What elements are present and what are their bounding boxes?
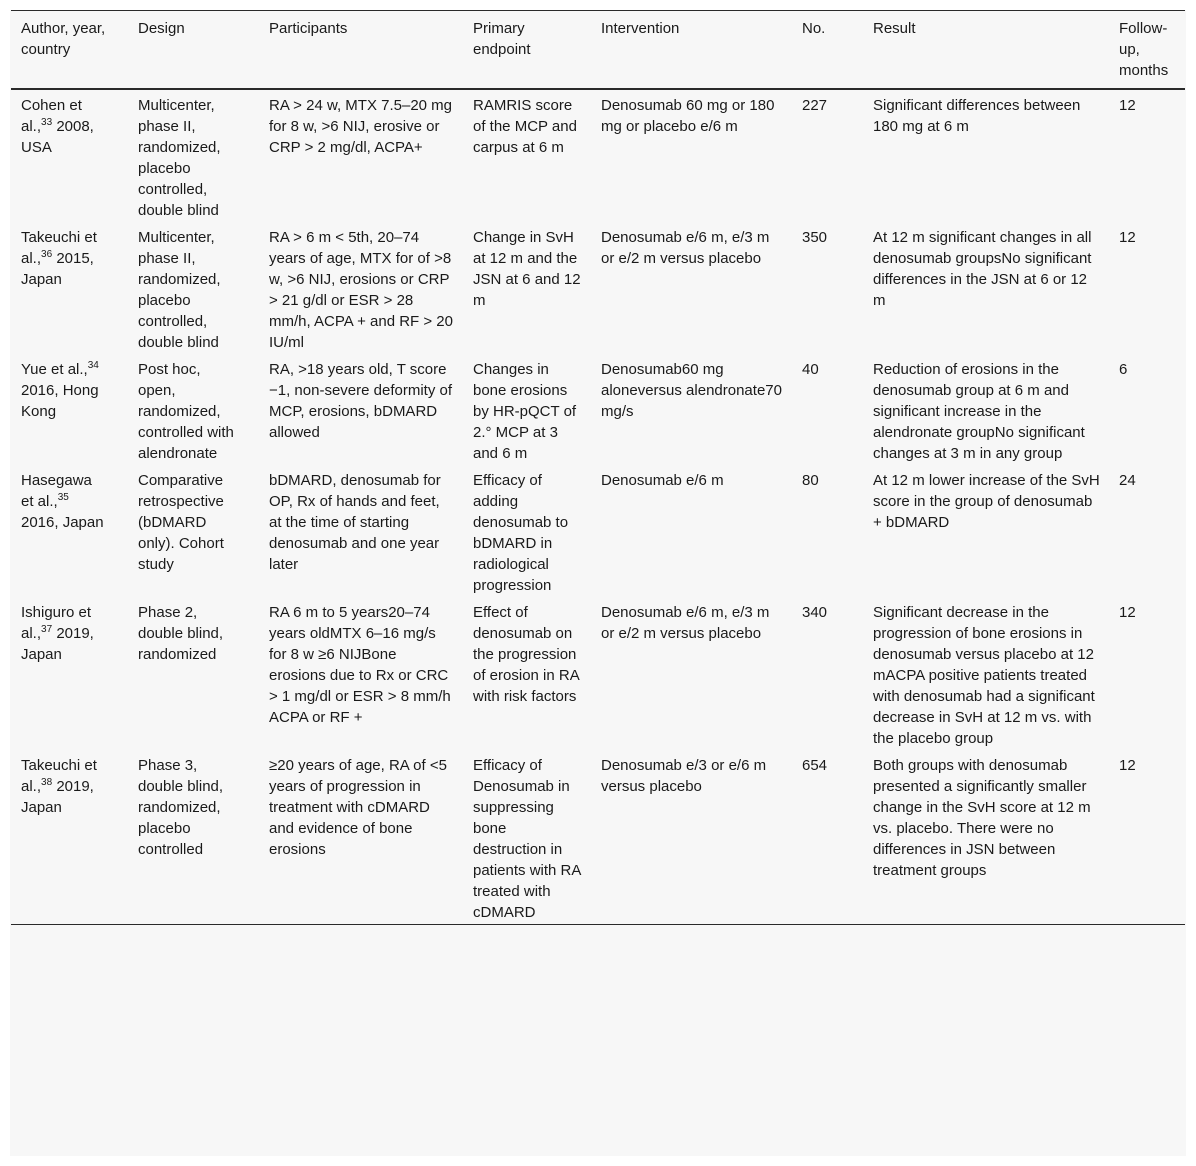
cell-author: [11, 597, 128, 750]
table-row: [11, 222, 1185, 354]
cell-result: Significant decrease in the progression of bone erosions in denosumab versus placebo at 12 mACPA positive patients treated with denosumab had a significant decrease in SvH at 12 m vs. with the placebo group: [873, 604, 1095, 747]
author-name: Takeuchi et al.,: [21, 757, 97, 795]
reference-number: 36: [41, 249, 53, 260]
header-primary-endpoint: Primary endpoint: [473, 20, 531, 58]
cell-intervention: Denosumab60 mg aloneversus alendronate70 mg/s: [601, 361, 782, 420]
table-header-row: [11, 11, 1185, 90]
cell-followup: 12: [1119, 97, 1136, 114]
cell-no: 80: [802, 472, 819, 489]
cell-participants: ≥20 years of age, RA of <5 years of progression in treatment with cDMARD and evidence of bone erosions: [269, 757, 447, 858]
cell-endpoint: Efficacy of Denosumab in suppressing bone destruction in patients with RA treated with cDMARD: [473, 757, 581, 921]
author-year-country: 2016, Japan: [21, 514, 104, 531]
author-year-country: 2019, Japan: [21, 625, 94, 663]
author-name: Cohen et al.,: [21, 97, 82, 135]
reference-number: 37: [41, 624, 53, 635]
cell-design: Phase 3, double blind, randomized, placebo controlled: [138, 757, 224, 858]
cell-design: Phase 2, double blind, randomized: [138, 604, 224, 663]
table-row: [11, 597, 1185, 750]
cell-no: 654: [802, 757, 828, 774]
author-name: Takeuchi et al.,: [21, 229, 97, 267]
cell-intervention: Denosumab e/6 m: [601, 472, 724, 489]
cell-participants: bDMARD, denosumab for OP, Rx of hands and feet, at the time of starting denosumab and one year later: [269, 472, 441, 573]
reference-number: 33: [41, 117, 53, 128]
cell-endpoint: Change in SvH at 12 m and the JSN at 6 and 12 m: [473, 229, 581, 309]
cell-author: [11, 465, 128, 597]
author-year-country: 2008, USA: [21, 118, 94, 156]
cell-result: Significant differences between 180 mg at 6 m: [873, 97, 1081, 135]
cell-endpoint: Changes in bone erosions by HR-pQCT of 2.° MCP at 3 and 6 m: [473, 361, 577, 462]
table-row: [11, 89, 1185, 222]
cell-author: [11, 354, 128, 465]
cell-followup: 12: [1119, 604, 1136, 621]
studies-table: [11, 10, 1185, 925]
cell-followup: 24: [1119, 472, 1136, 489]
reference-number: 35: [57, 492, 69, 503]
header-followup: Follow-up, months: [1119, 20, 1169, 79]
table-row: [11, 354, 1185, 465]
cell-design: Comparative retrospective (bDMARD only). Cohort study: [138, 472, 224, 573]
table-container: [10, 10, 1186, 1156]
author-name: Ishiguro et al.,: [21, 604, 92, 642]
author-year-country: 2015, Japan: [21, 250, 94, 288]
cell-endpoint: Effect of denosumab on the progression of erosion in RA with risk factors: [473, 604, 579, 705]
cell-result: At 12 m significant changes in all denosumab groupsNo significant differences in the JSN at 6 or 12 m: [873, 229, 1092, 309]
cell-endpoint: Efficacy of adding denosumab to bDMARD in radiological progression: [473, 472, 569, 594]
cell-followup: 12: [1119, 229, 1136, 246]
cell-no: 340: [802, 604, 828, 621]
cell-endpoint: RAMRIS score of the MCP and carpus at 6 m: [473, 97, 577, 156]
cell-intervention: Denosumab 60 mg or 180 mg or placebo e/6 m: [601, 97, 775, 135]
cell-author: [11, 750, 128, 925]
cell-participants: RA, >18 years old, T score −1, non-severe deformity of MCP, erosions, bDMARD allowed: [269, 361, 453, 441]
cell-result: At 12 m lower increase of the SvH score in the group of denosumab + bDMARD: [873, 472, 1100, 531]
cell-intervention: Denosumab e/6 m, e/3 m or e/2 m versus placebo: [601, 229, 770, 267]
header-result: Result: [873, 20, 916, 37]
cell-participants: RA > 24 w, MTX 7.5–20 mg for 8 w, >6 NIJ, erosive or CRP > 2 mg/dl, ACPA+: [269, 97, 453, 156]
cell-participants: RA > 6 m < 5th, 20–74 years of age, MTX for of >8 w, >6 NIJ, erosions or CRP > 21 g/dl or ESR > 28 mm/h, ACPA + and RF > 20 IU/ml: [269, 229, 453, 351]
cell-followup: 12: [1119, 757, 1136, 774]
cell-no: 40: [802, 361, 819, 378]
author-name: Yue et al.,: [21, 361, 88, 378]
cell-no: 350: [802, 229, 828, 246]
cell-no: 227: [802, 97, 828, 114]
cell-participants: RA 6 m to 5 years20–74 years oldMTX 6–16 mg/s for 8 w ≥6 NIJBone erosions due to Rx or CRC > 1 mg/dl or ESR > 8 mm/h ACPA or RF +: [269, 604, 451, 726]
cell-author: [11, 222, 128, 354]
header-intervention: Intervention: [601, 20, 680, 37]
cell-design: Multicenter, phase II, randomized, placebo controlled, double blind: [138, 97, 221, 219]
reference-number: 34: [87, 360, 99, 371]
header-participants: Participants: [269, 20, 348, 37]
author-year-country: 2016, Hong Kong: [21, 382, 99, 420]
table-row: [11, 465, 1185, 597]
reference-number: 38: [41, 777, 53, 788]
author-name: Hasegawa et al.,: [21, 472, 92, 510]
header-design: Design: [138, 20, 185, 37]
cell-result: Reduction of erosions in the denosumab group at 6 m and significant increase in the alendronate groupNo significant changes at 3 m in any group: [873, 361, 1085, 462]
cell-intervention: Denosumab e/6 m, e/3 m or e/2 m versus placebo: [601, 604, 770, 642]
cell-result: Both groups with denosumab presented a significantly smaller change in the SvH score at 12 m vs. placebo. There were no differences in JSN between treatment groups: [873, 757, 1091, 879]
cell-followup: 6: [1119, 361, 1128, 378]
cell-design: Post hoc, open, randomized, controlled with alendronate: [138, 361, 234, 462]
cell-design: Multicenter, phase II, randomized, placebo controlled, double blind: [138, 229, 221, 351]
cell-author: [11, 89, 128, 222]
header-author: Author, year, country: [21, 20, 106, 58]
cell-intervention: Denosumab e/3 or e/6 m versus placebo: [601, 757, 767, 795]
author-year-country: 2019, Japan: [21, 778, 94, 816]
table-row: [11, 750, 1185, 925]
header-no: No.: [802, 20, 826, 37]
